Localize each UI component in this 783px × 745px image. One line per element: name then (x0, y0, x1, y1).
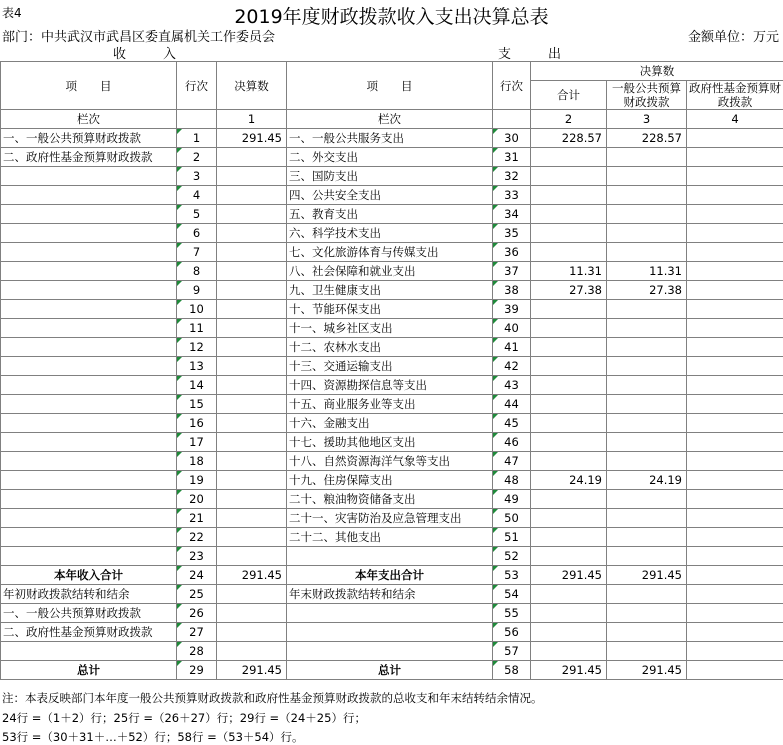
table-row (1, 566, 783, 585)
income-item-cell (1, 528, 177, 547)
expense-general-cell: 228.57 (607, 129, 687, 148)
expense-general-cell: 291.45 (607, 661, 687, 680)
expense-row-no-cell: 34 (493, 205, 531, 224)
income-amount-cell (217, 414, 287, 433)
income-amount-cell (217, 604, 287, 623)
income-row-no-cell: 13 (177, 357, 217, 376)
expense-fund-cell (687, 642, 783, 661)
col-header-general-budget: 一般公共预算财政拨款 (607, 81, 687, 110)
expense-item-cell: 十四、资源勘探信息等支出 (287, 376, 493, 395)
income-item-cell (1, 452, 177, 471)
income-row-no-cell: 18 (177, 452, 217, 471)
expense-total-cell (531, 338, 607, 357)
table-row (1, 205, 783, 224)
expense-row-no-cell: 40 (493, 319, 531, 338)
expense-item-cell: 年末财政拨款结转和结余 (287, 585, 493, 604)
expense-row-no-cell: 45 (493, 414, 531, 433)
income-item-cell (1, 281, 177, 300)
expense-fund-cell (687, 243, 783, 262)
expense-general-cell (607, 585, 687, 604)
income-row-no-cell: 17 (177, 433, 217, 452)
expense-general-cell (607, 414, 687, 433)
expense-item-cell: 十、节能环保支出 (287, 300, 493, 319)
expense-row-no-cell: 50 (493, 509, 531, 528)
expense-general-cell (607, 528, 687, 547)
expense-item-cell: 十八、自然资源海洋气象等支出 (287, 452, 493, 471)
table-row (1, 357, 783, 376)
income-row-no-cell: 2 (177, 148, 217, 167)
expense-total-cell (531, 224, 607, 243)
expense-fund-cell (687, 224, 783, 243)
expense-general-cell (607, 395, 687, 414)
income-item-cell (1, 433, 177, 452)
expense-item-cell: 二十一、灾害防治及应急管理支出 (287, 509, 493, 528)
page-title: 2019年度财政拨款收入支出决算总表 (234, 6, 549, 28)
expense-fund-cell (687, 623, 783, 642)
table-row (1, 604, 783, 623)
expense-row-no-cell: 33 (493, 186, 531, 205)
expense-item-cell: 三、国防支出 (287, 167, 493, 186)
col-header-total: 合计 (531, 81, 607, 110)
expense-row-no-cell: 56 (493, 623, 531, 642)
expense-fund-cell (687, 585, 783, 604)
income-item-cell: 本年收入合计 (1, 566, 177, 585)
income-row-no-cell: 29 (177, 661, 217, 680)
table-row (1, 281, 783, 300)
expense-fund-cell (687, 129, 783, 148)
income-amount-cell (217, 357, 287, 376)
income-row-no-cell: 15 (177, 395, 217, 414)
expense-general-cell (607, 623, 687, 642)
expense-general-cell (607, 452, 687, 471)
table-row (1, 642, 783, 661)
expense-item-cell: 一、一般公共服务支出 (287, 129, 493, 148)
table-row (1, 452, 783, 471)
expense-item-cell: 十九、住房保障支出 (287, 471, 493, 490)
expense-row-no-cell: 35 (493, 224, 531, 243)
col-header-final-amount: 决算数 (217, 62, 287, 110)
expense-row-no-cell: 32 (493, 167, 531, 186)
income-item-cell (1, 167, 177, 186)
income-item-cell: 总计 (1, 661, 177, 680)
expense-row-no-cell: 43 (493, 376, 531, 395)
expense-item-cell: 七、文化旅游体育与传媒支出 (287, 243, 493, 262)
expense-general-cell (607, 243, 687, 262)
income-item-cell (1, 395, 177, 414)
expense-item-cell: 八、社会保障和就业支出 (287, 262, 493, 281)
income-row-no-cell: 22 (177, 528, 217, 547)
expense-fund-cell (687, 604, 783, 623)
expense-row-no-cell: 47 (493, 452, 531, 471)
expense-fund-cell (687, 357, 783, 376)
income-row-no-cell: 11 (177, 319, 217, 338)
income-row-no-cell: 16 (177, 414, 217, 433)
table-row (1, 319, 783, 338)
expense-item-cell (287, 642, 493, 661)
table-row (1, 300, 783, 319)
budget-table (0, 61, 783, 680)
expense-general-cell (607, 490, 687, 509)
income-amount-cell (217, 547, 287, 566)
income-amount-cell (217, 300, 287, 319)
expense-fund-cell (687, 414, 783, 433)
expense-row-no-cell: 30 (493, 129, 531, 148)
table-row (1, 186, 783, 205)
expense-item-cell: 十七、援助其他地区支出 (287, 433, 493, 452)
col-number-4: 4 (687, 110, 783, 129)
expense-fund-cell (687, 148, 783, 167)
expense-fund-cell (687, 281, 783, 300)
expense-total-cell (531, 509, 607, 528)
expense-general-cell (607, 205, 687, 224)
income-row-no-cell: 14 (177, 376, 217, 395)
expense-fund-cell (687, 186, 783, 205)
expense-item-cell: 十二、农林水支出 (287, 338, 493, 357)
income-amount-cell (217, 528, 287, 547)
expense-total-cell: 27.38 (531, 281, 607, 300)
income-item-cell: 二、政府性基金预算财政拨款 (1, 623, 177, 642)
income-row-no-cell: 4 (177, 186, 217, 205)
table-row (1, 414, 783, 433)
income-amount-cell (217, 167, 287, 186)
expense-fund-cell (687, 262, 783, 281)
income-item-cell (1, 243, 177, 262)
expense-item-cell: 总计 (287, 661, 493, 680)
income-row-no-cell: 9 (177, 281, 217, 300)
expense-row-no-cell: 39 (493, 300, 531, 319)
income-item-cell (1, 205, 177, 224)
income-amount-cell (217, 205, 287, 224)
income-amount-cell (217, 433, 287, 452)
income-amount-cell (217, 395, 287, 414)
income-item-cell (1, 300, 177, 319)
income-amount-cell (217, 148, 287, 167)
expense-total-cell (531, 604, 607, 623)
table-row (1, 433, 783, 452)
col-row-label-right: 栏次 (287, 110, 493, 129)
col-number-1: 1 (217, 110, 287, 129)
expense-fund-cell (687, 547, 783, 566)
table-row (1, 547, 783, 566)
expense-row-no-cell: 37 (493, 262, 531, 281)
expense-total-cell (531, 376, 607, 395)
expense-general-cell (607, 338, 687, 357)
table-row (1, 395, 783, 414)
income-row-no-cell: 28 (177, 642, 217, 661)
expense-general-cell (607, 167, 687, 186)
expense-row-no-cell: 38 (493, 281, 531, 300)
income-amount-cell (217, 262, 287, 281)
expense-total-cell (531, 433, 607, 452)
expense-fund-cell (687, 300, 783, 319)
table-row (1, 490, 783, 509)
expense-fund-cell (687, 319, 783, 338)
income-item-cell (1, 338, 177, 357)
col-header-item: 项 目 (1, 62, 177, 110)
income-amount-cell (217, 186, 287, 205)
income-item-cell (1, 509, 177, 528)
income-row-no-cell: 3 (177, 167, 217, 186)
income-amount-cell (217, 281, 287, 300)
expense-row-no-cell: 31 (493, 148, 531, 167)
income-row-no-cell: 23 (177, 547, 217, 566)
expense-item-cell: 十一、城乡社区支出 (287, 319, 493, 338)
income-amount-cell (217, 509, 287, 528)
expense-total-cell (531, 452, 607, 471)
income-item-cell (1, 490, 177, 509)
expense-total-cell: 11.31 (531, 262, 607, 281)
table-row (1, 376, 783, 395)
income-row-no-cell: 1 (177, 129, 217, 148)
expense-general-cell (607, 357, 687, 376)
income-item-cell (1, 376, 177, 395)
col-header-gov-fund: 政府性基金预算财政拨款 (687, 81, 783, 110)
income-row-no-cell: 21 (177, 509, 217, 528)
expense-general-cell (607, 604, 687, 623)
expense-item-cell: 二、外交支出 (287, 148, 493, 167)
expense-row-no-cell: 52 (493, 547, 531, 566)
expense-total-cell (531, 547, 607, 566)
col-row-label-left: 栏次 (1, 110, 177, 129)
income-amount-cell (217, 471, 287, 490)
table-row (1, 471, 783, 490)
expense-row-no-cell: 36 (493, 243, 531, 262)
footnote-3: 53行 =（30＋31＋…＋52）行；58行 =（53＋54）行。 (2, 730, 304, 744)
department-label: 部门：中共武汉市武昌区委直属机关工作委员会 (2, 30, 276, 45)
expense-total-cell (531, 148, 607, 167)
expense-fund-cell (687, 452, 783, 471)
income-row-no-cell: 26 (177, 604, 217, 623)
income-section-char-2: 入 (163, 47, 177, 62)
expense-general-cell (607, 376, 687, 395)
income-item-cell (1, 414, 177, 433)
income-row-no-cell: 7 (177, 243, 217, 262)
expense-general-cell (607, 186, 687, 205)
expense-general-cell (607, 509, 687, 528)
footnote-2: 24行 =（1＋2）行；25行 =（26＋27）行；29行 =（24＋25）行； (2, 711, 366, 725)
col-header-expense-row-no: 行次 (493, 62, 531, 110)
expense-item-cell (287, 623, 493, 642)
expense-item-cell (287, 604, 493, 623)
expense-section-char-1: 支 (498, 47, 512, 62)
income-item-cell (1, 547, 177, 566)
expense-general-cell: 291.45 (607, 566, 687, 585)
col-number-3: 3 (607, 110, 687, 129)
income-amount-cell (217, 585, 287, 604)
table-row (1, 224, 783, 243)
footnote-1: 注：本表反映部门本年度一般公共预算财政拨款和政府性基金预算财政拨款的总收支和年末结转结余情况。 (2, 691, 543, 705)
income-row-no-cell: 20 (177, 490, 217, 509)
expense-fund-cell (687, 167, 783, 186)
expense-item-cell: 十三、交通运输支出 (287, 357, 493, 376)
expense-general-cell: 11.31 (607, 262, 687, 281)
expense-item-cell: 本年支出合计 (287, 566, 493, 585)
expense-fund-cell (687, 376, 783, 395)
expense-item-cell: 六、科学技术支出 (287, 224, 493, 243)
expense-general-cell (607, 433, 687, 452)
expense-total-cell (531, 642, 607, 661)
expense-item-cell: 十五、商业服务业等支出 (287, 395, 493, 414)
income-item-cell: 一、一般公共预算财政拨款 (1, 604, 177, 623)
expense-total-cell (531, 300, 607, 319)
income-amount-cell: 291.45 (217, 129, 287, 148)
expense-total-cell (531, 585, 607, 604)
expense-item-cell (287, 547, 493, 566)
expense-fund-cell (687, 566, 783, 585)
expense-row-no-cell: 51 (493, 528, 531, 547)
expense-section-char-2: 出 (548, 47, 562, 62)
expense-item-cell: 二十二、其他支出 (287, 528, 493, 547)
table-row (1, 585, 783, 604)
expense-total-cell: 291.45 (531, 566, 607, 585)
expense-general-cell (607, 319, 687, 338)
income-row-no-cell: 24 (177, 566, 217, 585)
income-amount-cell (217, 338, 287, 357)
expense-row-no-cell: 53 (493, 566, 531, 585)
expense-total-cell (531, 167, 607, 186)
income-item-cell (1, 357, 177, 376)
expense-total-cell (531, 414, 607, 433)
expense-item-cell: 四、公共安全支出 (287, 186, 493, 205)
income-row-no-cell: 19 (177, 471, 217, 490)
expense-general-cell (607, 300, 687, 319)
income-amount-cell: 291.45 (217, 566, 287, 585)
expense-fund-cell (687, 205, 783, 224)
expense-total-cell (531, 243, 607, 262)
col-header-expense-item: 项 目 (287, 62, 493, 110)
income-amount-cell (217, 642, 287, 661)
expense-general-cell (607, 547, 687, 566)
expense-total-cell (531, 205, 607, 224)
expense-row-no-cell: 48 (493, 471, 531, 490)
income-row-no-cell: 10 (177, 300, 217, 319)
unit-label: 金额单位：万元 (687, 30, 779, 45)
expense-fund-cell (687, 661, 783, 680)
table-row (1, 661, 783, 680)
expense-total-cell (531, 319, 607, 338)
expense-item-cell: 九、卫生健康支出 (287, 281, 493, 300)
income-item-cell (1, 471, 177, 490)
income-item-cell (1, 319, 177, 338)
table-row (1, 129, 783, 148)
income-row-no-cell: 12 (177, 338, 217, 357)
expense-total-cell (531, 186, 607, 205)
expense-item-cell: 十六、金融支出 (287, 414, 493, 433)
income-item-cell (1, 224, 177, 243)
expense-total-cell: 291.45 (531, 661, 607, 680)
expense-row-no-cell: 54 (493, 585, 531, 604)
income-amount-cell (217, 319, 287, 338)
expense-total-cell: 24.19 (531, 471, 607, 490)
expense-row-no-cell: 42 (493, 357, 531, 376)
expense-general-cell (607, 224, 687, 243)
income-amount-cell (217, 376, 287, 395)
income-row-no-cell: 6 (177, 224, 217, 243)
expense-total-cell: 228.57 (531, 129, 607, 148)
expense-row-no-cell: 49 (493, 490, 531, 509)
income-section-char-1: 收 (113, 47, 129, 62)
expense-fund-cell (687, 509, 783, 528)
expense-total-cell (531, 623, 607, 642)
col-number-2: 2 (531, 110, 607, 129)
expense-fund-cell (687, 528, 783, 547)
income-item-cell: 二、政府性基金预算财政拨款 (1, 148, 177, 167)
table-row (1, 262, 783, 281)
table-row (1, 338, 783, 357)
expense-general-cell (607, 148, 687, 167)
income-item-cell (1, 262, 177, 281)
income-amount-cell: 291.45 (217, 661, 287, 680)
income-item-cell: 年初财政拨款结转和结余 (1, 585, 177, 604)
expense-fund-cell (687, 471, 783, 490)
expense-row-no-cell: 58 (493, 661, 531, 680)
expense-row-no-cell: 55 (493, 604, 531, 623)
income-item-cell (1, 186, 177, 205)
expense-general-cell (607, 642, 687, 661)
expense-total-cell (531, 357, 607, 376)
expense-general-cell: 27.38 (607, 281, 687, 300)
expense-row-no-cell: 46 (493, 433, 531, 452)
income-amount-cell (217, 623, 287, 642)
col-header-row-no: 行次 (177, 62, 217, 110)
table-row (1, 243, 783, 262)
income-amount-cell (217, 452, 287, 471)
expense-row-no-cell: 44 (493, 395, 531, 414)
expense-fund-cell (687, 433, 783, 452)
expense-fund-cell (687, 338, 783, 357)
expense-general-cell: 24.19 (607, 471, 687, 490)
expense-fund-cell (687, 395, 783, 414)
expense-item-cell: 二十、粮油物资储备支出 (287, 490, 493, 509)
expense-row-no-cell: 41 (493, 338, 531, 357)
income-amount-cell (217, 243, 287, 262)
expense-fund-cell (687, 490, 783, 509)
expense-total-cell (531, 395, 607, 414)
table-row (1, 167, 783, 186)
income-item-cell: 一、一般公共预算财政拨款 (1, 129, 177, 148)
table-row (1, 528, 783, 547)
table-row (1, 509, 783, 528)
table-row (1, 148, 783, 167)
col-header-final-group: 决算数 (531, 62, 783, 81)
expense-row-no-cell: 57 (493, 642, 531, 661)
income-amount-cell (217, 490, 287, 509)
expense-total-cell (531, 528, 607, 547)
income-row-no-cell: 27 (177, 623, 217, 642)
table-label: 表4 (2, 6, 22, 20)
table-row (1, 623, 783, 642)
expense-total-cell (531, 490, 607, 509)
income-item-cell (1, 642, 177, 661)
income-amount-cell (217, 224, 287, 243)
income-row-no-cell: 25 (177, 585, 217, 604)
expense-item-cell: 五、教育支出 (287, 205, 493, 224)
income-row-no-cell: 5 (177, 205, 217, 224)
income-row-no-cell: 8 (177, 262, 217, 281)
